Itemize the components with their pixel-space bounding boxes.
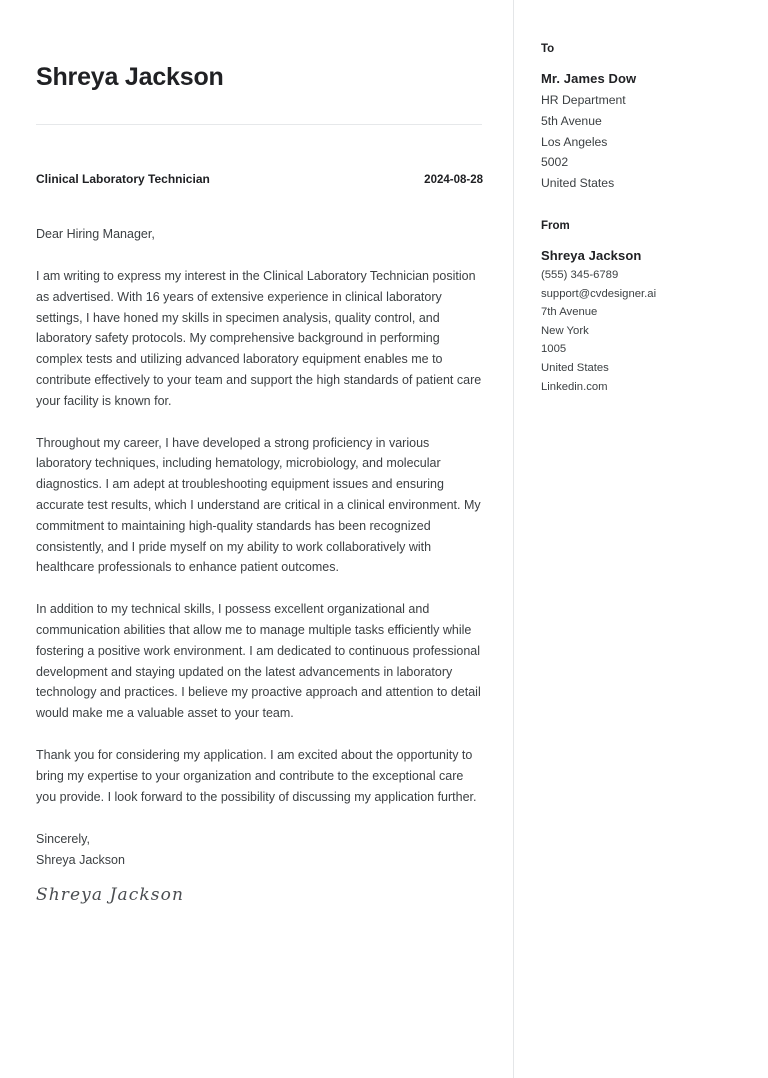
salutation: Dear Hiring Manager, (36, 227, 155, 241)
closing-name: Shreya Jackson (36, 853, 125, 868)
sender-address-line: New York (541, 324, 589, 337)
sender-phone: (555) 345-6789 (541, 268, 619, 281)
contact-column (541, 0, 751, 396)
recipient-address-line: HR Department (541, 93, 626, 107)
closing-salutation: Sincerely, (36, 832, 90, 847)
sender-email: support@cvdesigner.ai (541, 287, 657, 300)
letter-paragraph: I am writing to express my interest in the Clinical Laboratory Technician position as advertised. With 16 years of extensive experience in clinical laboratory settings, I have honed my skills in specimen analysis, quality control, and laboratory safety protocols. My comprehensive background in performing complex tests and utilizing advanced laboratory equipment enables me to contribute effectively to your team and support the high standards of patient care your facility is known for. (36, 269, 482, 408)
letter-date: 2024-08-28 (424, 174, 483, 186)
recipient-name: Mr. James Dow (541, 71, 637, 86)
recipient-address-line: 5002 (541, 155, 569, 170)
signature: Shreya Jackson (36, 884, 185, 905)
recipient-address-line: 5th Avenue (541, 113, 602, 128)
contact-heading-to: To (541, 43, 555, 55)
title-date-row (36, 172, 483, 188)
sender-name: Shreya Jackson (541, 247, 642, 263)
sender-address-line: 7th Avenue (541, 306, 598, 319)
recipient-address-line: Los Angeles (541, 134, 608, 149)
letter-paragraph: Throughout my career, I have developed a strong proficiency in various laboratory techniques, including hematology, microbiology, and molecular diagnostics. I am adept at troubleshooting equipment issues and ensuring accurate test results, which I understand are critical in a clinical environment. My commitment to maintaining high-quality standards has been recognized consistently, and I pride myself on my ability to work collaboratively with healthcare professionals to enhance patient outcomes. (36, 435, 481, 575)
contact-section-from (541, 194, 751, 396)
job-title: Clinical Laboratory Technician (36, 172, 210, 186)
letter-paragraph: Thank you for considering my application. I am excited about the opportunity to bring my expertise to your organization and contribute to the exceptional care you provide. I look forward to the possibility of discussing my application further. (36, 747, 477, 804)
contact-heading-from: From (541, 219, 570, 232)
sender-address-line: 1005 (541, 343, 567, 356)
header-divider (36, 124, 482, 125)
column-divider (513, 0, 514, 1078)
recipient-address-line: United States (541, 176, 615, 191)
recipient-address (541, 90, 751, 194)
sender-website: Linkedin.com (541, 380, 608, 393)
sender-address-line: United States (541, 361, 609, 374)
page-title: Shreya Jackson (36, 63, 224, 91)
letter-paragraph: In addition to my technical skills, I possess excellent organizational and communication abilities that allow me to manage multiple tasks efficiently while fostering a positive work environment. I am dedicated to continuous professional development and staying updated on the latest advancements in laboratory technology and practices. I believe my proactive approach and attention to detail would make me a valuable asset to your team. (36, 602, 481, 721)
letter-column (36, 0, 483, 906)
sender-details (541, 266, 751, 396)
closing-block (36, 829, 483, 871)
contact-section-to (541, 0, 751, 194)
